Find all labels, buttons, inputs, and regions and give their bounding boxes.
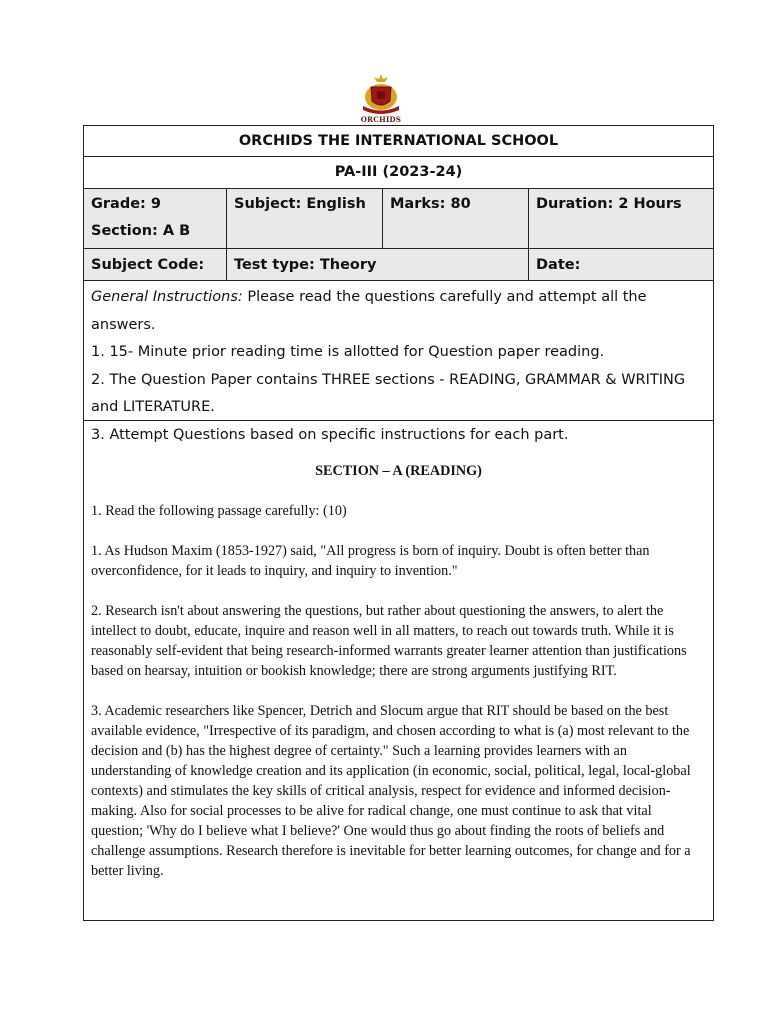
school-name-row <box>84 126 713 157</box>
grade-section-cell <box>84 189 227 248</box>
code-row <box>84 249 713 281</box>
logo-text: ORCHIDS <box>360 115 402 124</box>
marks-label: Marks: 80 <box>390 196 471 212</box>
subject-label: Subject: English <box>234 196 366 212</box>
instruction-item: 2. The Question Paper contains THREE sections - READING, GRAMMAR & WRITING and LITERATURE. <box>91 371 686 415</box>
instruction-item: 3. Attempt Questions based on specific instructions for each part. <box>91 426 569 443</box>
instructions-intro-text: Please read the questions carefully and attempt all the answers. <box>91 289 647 333</box>
subject-cell <box>227 189 383 248</box>
instructions-label: General Instructions: <box>91 289 243 305</box>
date-label: Date: <box>536 257 581 273</box>
exam-row <box>84 157 713 189</box>
section-label: Section: A B <box>91 223 191 239</box>
duration-label: Duration: 2 Hours <box>536 196 682 212</box>
general-instructions <box>84 281 713 443</box>
school-logo <box>355 73 407 123</box>
school-name: ORCHIDS THE INTERNATIONAL SCHOOL <box>238 133 559 149</box>
duration-cell <box>529 189 713 248</box>
crest-icon <box>355 73 407 115</box>
marks-cell <box>383 189 529 248</box>
question-prompt: 1. Read the following passage carefully: (10) <box>91 503 347 519</box>
question-paper <box>83 125 714 921</box>
reading-section <box>84 421 713 920</box>
test-type-label: Test type: Theory <box>227 249 529 280</box>
instructions-intro <box>91 284 706 339</box>
section-title: SECTION – A (READING) <box>315 463 482 479</box>
info-row <box>84 189 713 249</box>
exam-title: PA-III (2023-24) <box>334 164 463 180</box>
subject-code-label: Subject Code: <box>84 249 227 280</box>
passage-paragraph: 2. Research isn't about answering the questions, but rather about questioning the answers, to alert the intellect to doubt, educate, inquire and reason well in all matters, to reach out towards truth. While it is reasonably self-evident that being research-informed warrants greater learner attention than justifications based on hearsay, intuition or bookish knowledge; there are strong arguments justifying RIT. <box>91 603 687 679</box>
passage-paragraph: 3. Academic researchers like Spencer, Detrich and Slocum argue that RIT should be based on the best available evidence, "Irrespective of its paradigm, and chosen according to what is (a) most relevant to the decision and (b) has the highest degree of certainty." Such a learning provides learners with an understanding of knowledge creation and its application (in economic, social, political, legal, local-global contexts) and stimulates the key skills of critical analysis, respect for evidence and informed decision-making. Also for social processes to be alive for radical change, one must continue to ask that vital question; 'Why do I believe what I believe?' One would thus go about finding the roots of beliefs and challenge assumptions. Research therefore is inevitable for better learning outcomes, for change and for a better living. <box>91 703 691 879</box>
instruction-item: 1. 15- Minute prior reading time is allotted for Question paper reading. <box>91 344 605 360</box>
grade-label: Grade: 9 <box>91 196 161 212</box>
passage-paragraph: 1. As Hudson Maxim (1853-1927) said, "All progress is born of inquiry. Doubt is often better than overconfidence, for it leads to inquiry, and inquiry to invention." <box>91 543 650 579</box>
